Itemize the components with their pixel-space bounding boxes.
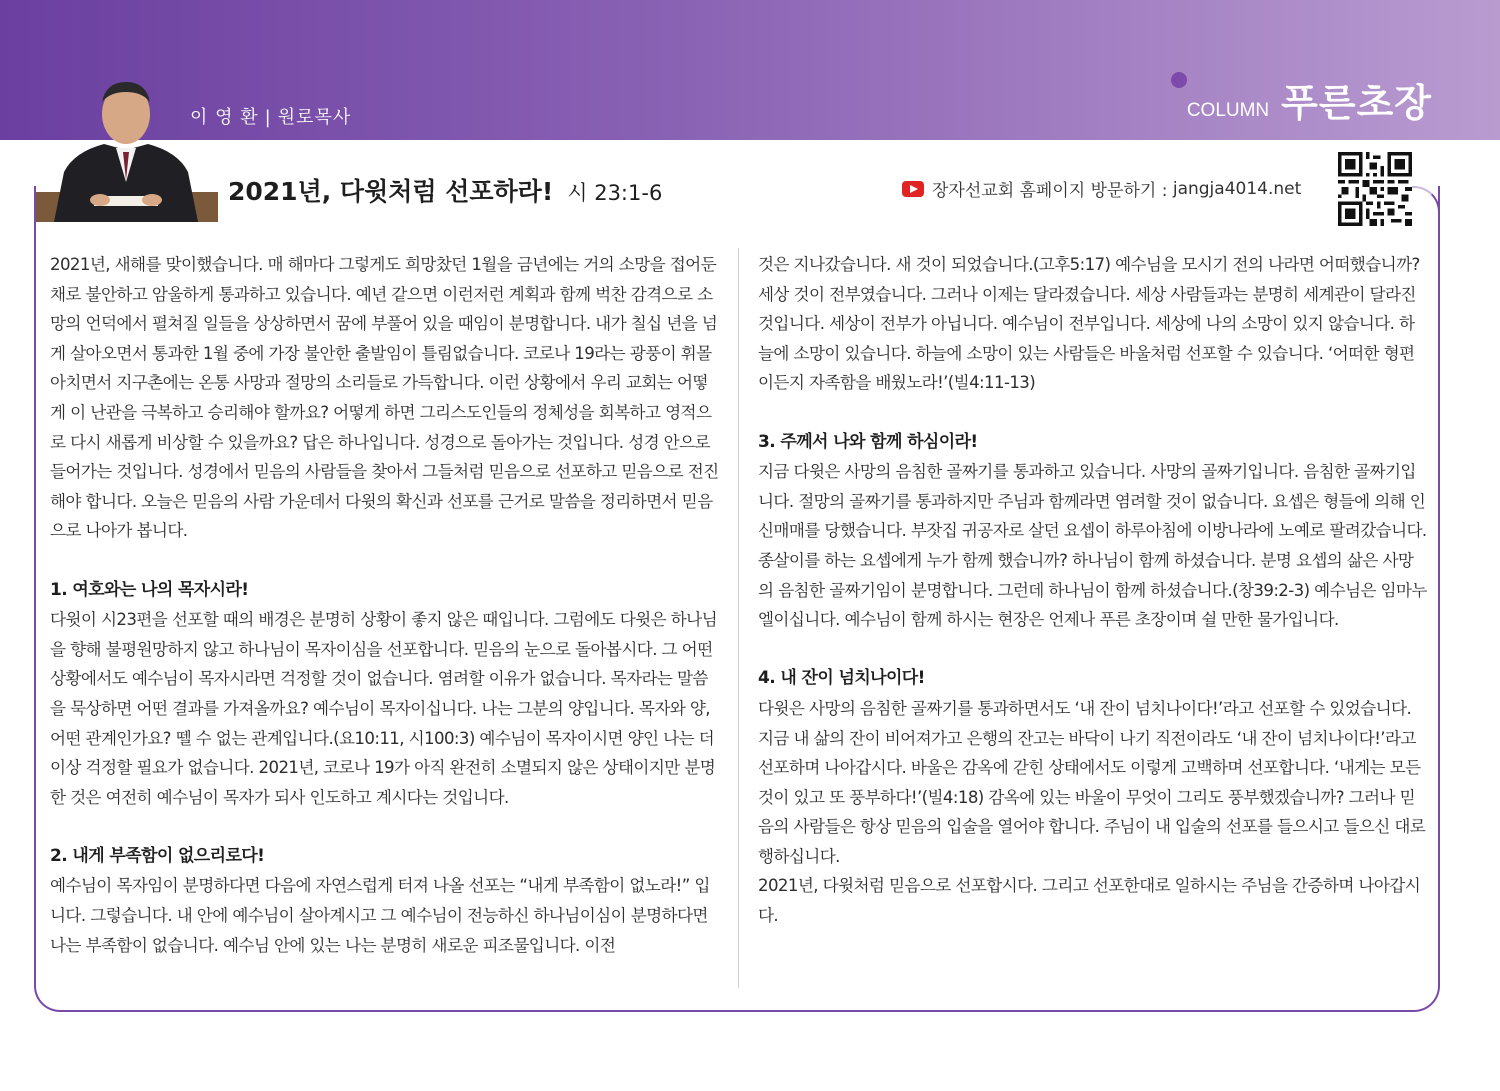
section-2-body: 예수님이 목자임이 분명하다면 다음에 자연스럽게 터져 나올 선포는 “내게 부족함이 없노라!” 입니다. 그렇습니다. 내 안에 예수님이 살아계시고 그 예수님이 전능하신 하나님이심이 분명하다면 나는 부족함이 없습니다. 예수님 안에 있는 나는 분명히 새로운 피조물입니다. 이전 <box>50 876 710 955</box>
author-name: 이 영 환 <box>190 107 259 128</box>
section-1-body: 다윗이 시23편을 선포할 때의 배경은 분명히 상황이 좋지 않은 때입니다. 그럼에도 다윗은 하나님을 향해 불평원망하지 않고 하나님이 목자이심을 선포합니다. 믿음의 눈으로 돌아봅시다. 그 어떤 상황에서도 예수님이 목자시라면 걱정할 것이 없습니다. 염려할 이유가 없습니다. 목자라는 말씀을 묵상하면 어떤 결과를 가져올까요? 예수님이 목자이십니다. 나는 그분의 양입니다. 목자와 양, 어떤 관계인가요? 뗄 수 없는 관계입니다.(요10:11, 시100:3) 예수님이 목자이시면 양인 나는 더 이상 걱정할 필요가 없습니다. 2021년, 코로나 19가 아직 완전히 소멸되지 않은 상태이지만 분명한 것은 여전히 예수님이 목자가 되사 인도하고 계시다는 것입니다. <box>50 610 718 807</box>
qr-code-icon[interactable] <box>1338 152 1412 226</box>
section-2-heading: 2. 내게 부족함이 없으리로다! <box>50 845 265 866</box>
author-byline <box>190 103 351 129</box>
article-title-row <box>228 172 662 208</box>
section-2-continued: 것은 지나갔습니다. 새 것이 되었습니다.(고후5:17) 예수님을 모시기 전의 나라면 어떠했습니까? 세상 것이 전부였습니다. 그러나 이제는 달라졌습니다. 세상 사람들과는 분명히 세계관이 달라진 것입니다. 세상이 전부가 아닙니다. 예수님이 전부입니다. 세상에 나의 소망이 있지 않습니다. 하늘에 소망이 있습니다. 하늘에 소망이 있는 사람들은 바울처럼 선포할 수 있습니다. ‘어떠한 형편이든지 자족함을 배웠노라!’(빌4:11-13) <box>758 255 1420 393</box>
section-1-heading: 1. 여호와는 나의 목자시라! <box>50 579 249 600</box>
column-label <box>1187 72 1432 127</box>
author-separator: | <box>264 107 272 128</box>
homepage-link[interactable] <box>902 176 1301 201</box>
intro-paragraph: 2021년, 새해를 맞이했습니다. 매 해마다 그렇게도 희망찼던 1월을 금년에는 거의 소망을 접어둔 채로 불안하고 암울하게 통과하고 있습니다. 예년 같으면 이런저런 계획과 함께 벅찬 감격으로 소망의 언덕에서 펼쳐질 일들을 상상하면서 꿈에 부풀어 있을 때임이 분명합니다. 내가 칠십 년을 넘게 살아오면서 통과한 1월 중에 가장 불안한 출발임이 틀림없습니다. 코로나 19라는 광풍이 휘몰아치면서 지구촌에는 온통 사망과 절망의 소리들로 가득합니다. 이런 상황에서 우리 교회는 어떻게 이 난관을 극복하고 승리해야 할까요? 어떻게 하면 그리스도인들의 정체성을 회복하고 영적으로 다시 새롭게 비상할 수 있을까요? 답은 하나입니다. 성경으로 돌아가는 것입니다. 성경 안으로 들어가는 것입니다. 성경에서 믿음의 사람들을 찾아서 그들처럼 믿음으로 선포하고 믿음으로 전진해야 합니다. 오늘은 믿음의 사람 가운데서 다윗의 확신과 선포를 근거로 말씀을 정리하면서 믿음으로 나아가 봅니다. <box>50 255 719 541</box>
column-divider <box>738 248 739 988</box>
author-role: 원로목사 <box>277 107 352 128</box>
section-4-heading: 4. 내 잔이 넘치나이다! <box>758 668 925 689</box>
homepage-label: 장자선교회 홈페이지 방문하기 : <box>932 181 1168 201</box>
youtube-play-icon <box>902 181 924 197</box>
left-column <box>50 250 720 960</box>
section-3-body: 지금 다윗은 사망의 음침한 골짜기를 통과하고 있습니다. 사망의 골짜기입니다. 음침한 골짜기입니다. 절망의 골짜기를 통과하지만 주님과 함께라면 염려할 것이 없습니다. 요셉은 형들에 의해 인신매매를 당했습니다. 부잣집 귀공자로 살던 요셉이 하루아침에 이방나라에 노예로 팔려갔습니다. 종살이를 하는 요셉에게 누가 함께 했습니까? 하나님이 함께 하셨습니다. 분명 요셉의 삶은 사망의 음침한 골짜기임이 분명합니다. 그런데 하나님이 함께 하셨습니다.(창39:2-3) 예수님은 임마누엘이십니다. 예수님이 함께 하시는 현장은 언제나 푸른 초장이며 쉴 만한 물가입니다. <box>758 462 1427 630</box>
section-3-heading: 3. 주께서 나와 함께 하심이라! <box>758 431 978 452</box>
section-4-body: 다윗은 사망의 음침한 골짜기를 통과하면서도 ‘내 잔이 넘치나이다!’라고 선포할 수 있었습니다. 지금 내 삶의 잔이 비어져가고 은행의 잔고는 바닥이 나기 직전이라도 ‘내 잔이 넘치나이다!’라고 선포하며 나아갑시다. 바울은 감옥에 갇힌 상태에서도 이렇게 고백하며 선포합니다. ‘내게는 모든 것이 있고 또 풍부하다!’(빌4:18) 감옥에 있는 바울이 무엇이 그리도 풍부했겠습니까? 그러나 믿음의 사람들은 항상 믿음의 입술을 열어야 합니다. 주님이 내 입술의 선포를 들으시고 들으신 대로 행하십니다. <box>758 698 1426 866</box>
scripture-reference: 시 23:1-6 <box>567 181 663 205</box>
right-column <box>758 250 1428 931</box>
article-title: 2021년, 다윗처럼 선포하라! <box>228 177 554 206</box>
homepage-url[interactable]: jangja4014.net <box>1172 178 1302 199</box>
purple-dot-icon <box>1171 72 1187 88</box>
column-english-label: COLUMN <box>1186 100 1270 121</box>
closing-paragraph: 2021년, 다윗처럼 믿음으로 선포합시다. 그리고 선포한대로 일하시는 주님을 간증하며 나아갑시다. <box>758 876 1421 926</box>
column-korean-title: 푸른초장 <box>1281 81 1432 125</box>
